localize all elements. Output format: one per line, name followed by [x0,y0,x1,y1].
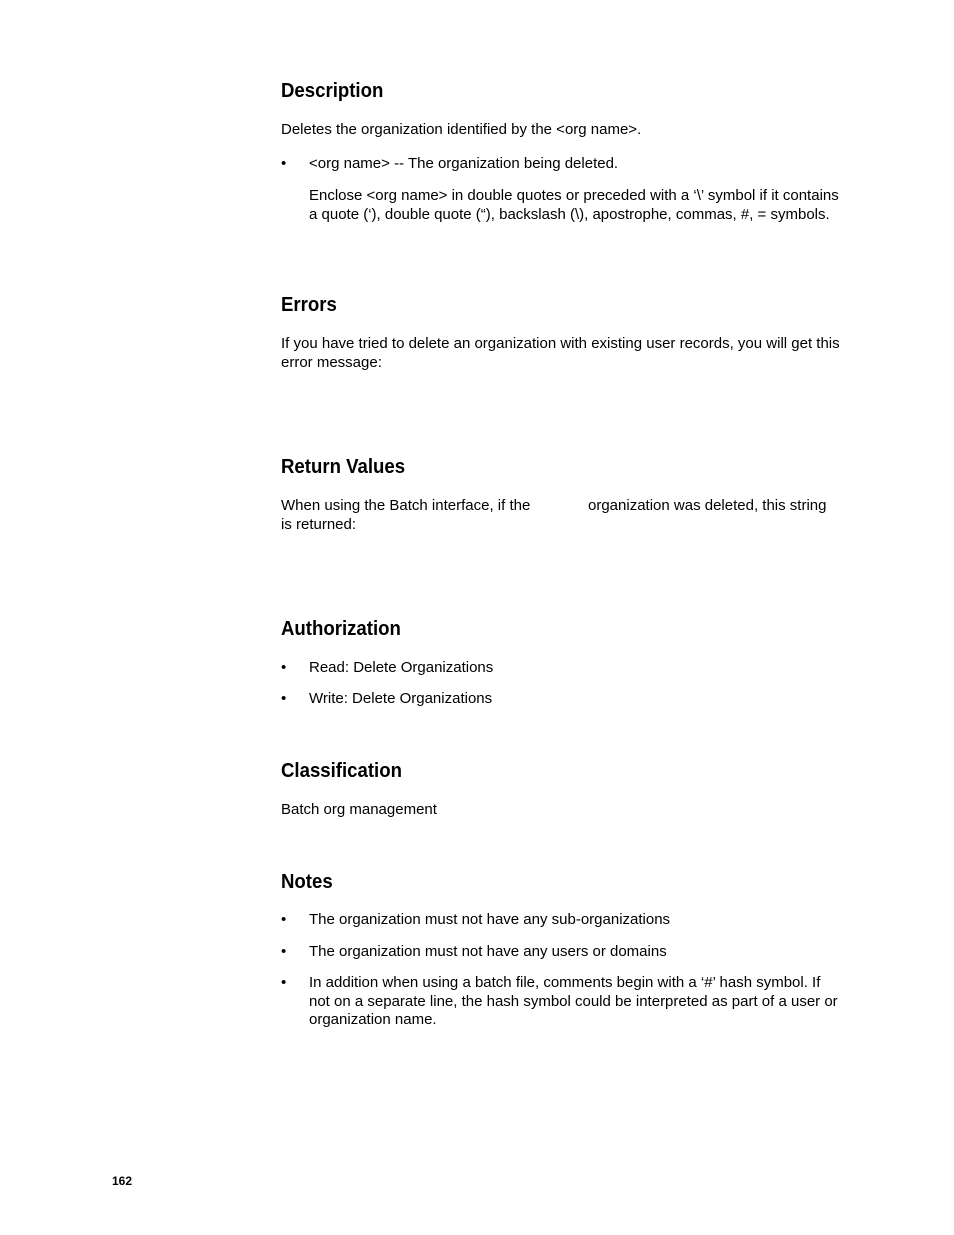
page-number: 162 [112,1174,133,1188]
return-values-heading: Return Values [281,456,406,478]
description-bullet-text: <org name> -- The organization being deleted. [309,155,619,172]
classification-heading: Classification [281,760,402,782]
return-values-text [281,497,841,537]
description-intro: Deletes the organization identified by the <org name>. [281,121,642,138]
bullet-marker: • [281,943,287,960]
errors-heading: Errors [281,294,337,316]
notes-item-text: The organization must not have any users or domains [309,943,667,960]
notes-item-text: In addition when using a batch file, comments begin with a ‘#’ hash symbol. If not on a separate line, the hash symbol could be interpreted as part of a user or organization name. [309,974,838,1028]
return-values-line1-right: organization was deleted, this string [588,497,827,514]
description-note: Enclose <org name> in double quotes or preceded with a ‘\’ symbol if it contains a quote (‘), double quote (“), backslash (\), apostrophe, commas, #, = symbols. [309,187,839,223]
bullet-marker: • [281,690,287,707]
authorization-heading: Authorization [281,618,401,640]
return-values-line1-left: When using the Batch interface, if the [281,497,531,514]
classification-text: Batch org management [281,801,437,818]
authorization-item-read: Read: Delete Organizations [309,659,494,676]
bullet-marker: • [281,911,287,928]
notes-heading: Notes [281,871,333,893]
return-values-line2: is returned: [281,515,357,533]
bullet-marker: • [281,155,287,172]
authorization-item-write: Write: Delete Organizations [309,690,493,707]
errors-text: If you have tried to delete an organization with existing user records, you will get this error message: [281,335,840,371]
notes-item-text: The organization must not have any sub-organizations [309,911,671,928]
bullet-marker: • [281,974,287,991]
bullet-marker: • [281,659,287,676]
description-heading: Description [281,80,384,102]
